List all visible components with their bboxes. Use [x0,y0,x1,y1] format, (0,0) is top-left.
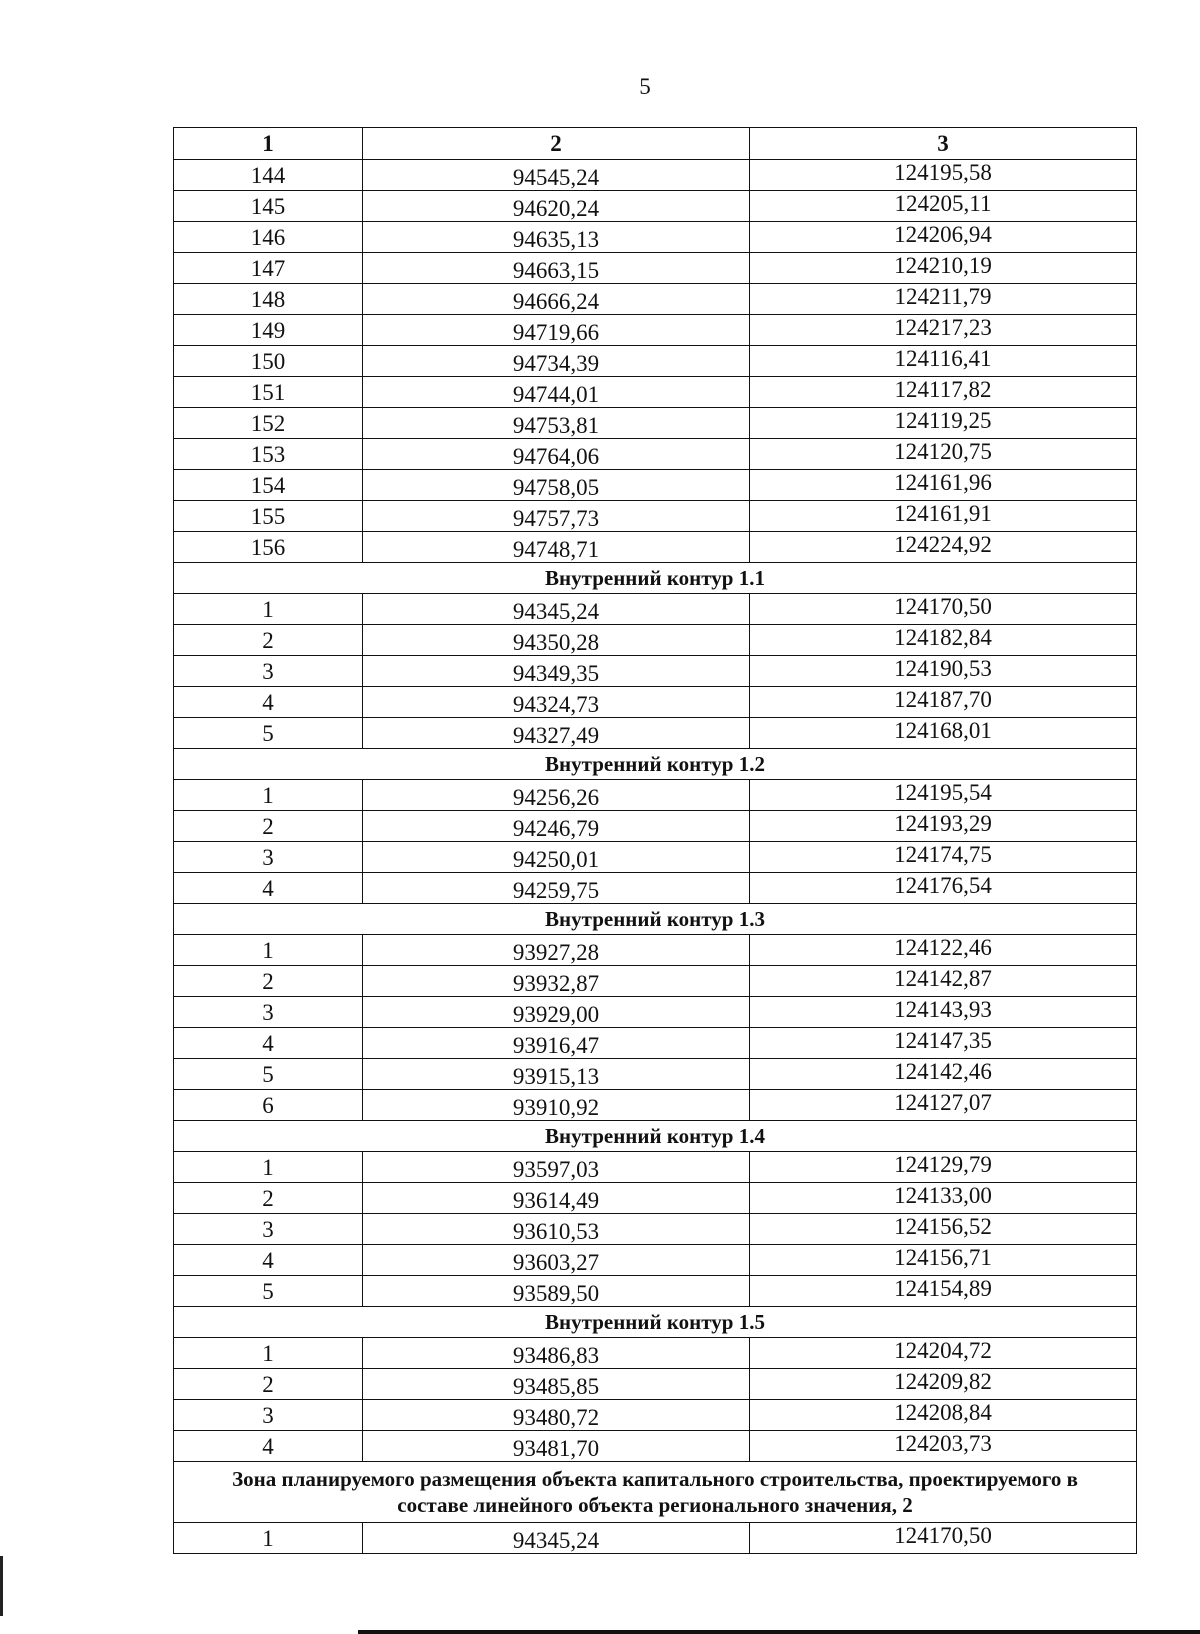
y-coordinate-cell [750,439,1137,470]
x-coordinate-value: 93485,85 [512,1374,600,1399]
y-coordinate-value: 124142,87 [894,966,992,991]
point-number-value: 144 [250,163,286,188]
x-coordinate-value: 93916,47 [512,1033,600,1058]
point-number-cell [174,315,363,346]
y-coordinate-cell [750,873,1137,904]
y-coordinate-cell [750,377,1137,408]
y-coordinate-value: 124174,75 [894,842,992,867]
y-coordinate-cell [750,501,1137,532]
point-number-value: 146 [250,225,286,250]
table-row [174,811,1137,842]
y-coordinate-value: 124120,75 [894,439,992,464]
page-bottom-rule [358,1630,1200,1634]
y-coordinate-value: 124193,29 [894,811,992,836]
y-coordinate-value: 124211,79 [894,284,992,309]
point-number-cell [174,1245,363,1276]
x-coordinate-value: 93910,92 [512,1095,600,1120]
point-number-cell [174,253,363,284]
point-number-cell [174,1059,363,1090]
y-coordinate-cell [750,1276,1137,1307]
point-number-cell [174,873,363,904]
section-heading: Внутренний контур 1.2 [174,749,1137,780]
point-number-cell [174,1431,363,1462]
y-coordinate-value: 124116,41 [894,346,992,371]
point-number-cell [174,966,363,997]
table-body [174,128,1137,1554]
table-row [174,470,1137,501]
x-coordinate-cell [363,284,750,315]
x-coordinate-cell [363,935,750,966]
table-row [174,842,1137,873]
table-row [174,625,1137,656]
x-coordinate-value: 94744,01 [512,382,600,407]
point-number-value: 1 [262,597,274,622]
x-coordinate-cell [363,842,750,873]
x-coordinate-cell [363,1028,750,1059]
table-row [174,1090,1137,1121]
point-number-value: 3 [262,1403,274,1428]
y-coordinate-cell [750,532,1137,563]
point-number-cell [174,1400,363,1431]
x-coordinate-cell [363,1152,750,1183]
point-number-value: 2 [262,628,274,653]
point-number-value: 6 [262,1093,274,1118]
y-coordinate-value: 124122,46 [894,935,992,960]
point-number-cell [174,1028,363,1059]
y-coordinate-value: 124190,53 [894,656,992,681]
point-number-value: 151 [250,380,286,405]
y-coordinate-cell [750,1431,1137,1462]
section-heading-row [174,563,1137,594]
point-number-cell [174,284,363,315]
x-coordinate-cell [363,532,750,563]
y-coordinate-cell [750,470,1137,501]
y-coordinate-cell [750,1400,1137,1431]
y-coordinate-cell [750,997,1137,1028]
point-number-value: 153 [250,442,286,467]
point-number-cell [174,1183,363,1214]
x-coordinate-value: 94748,71 [512,537,600,562]
y-coordinate-value: 124119,25 [894,408,992,433]
x-coordinate-value: 94246,79 [512,816,600,841]
x-coordinate-value: 94666,24 [512,289,600,314]
point-number-cell [174,997,363,1028]
table-row [174,780,1137,811]
point-number-value: 2 [262,1372,274,1397]
x-coordinate-cell [363,1400,750,1431]
point-number-value: 4 [262,1031,274,1056]
x-coordinate-cell [363,1369,750,1400]
y-coordinate-cell [750,346,1137,377]
y-coordinate-value: 124161,96 [894,470,992,495]
x-coordinate-value: 93614,49 [512,1188,600,1213]
x-coordinate-value: 93486,83 [512,1343,600,1368]
point-number-value: 3 [262,1217,274,1242]
x-coordinate-cell [363,160,750,191]
x-coordinate-cell [363,1431,750,1462]
x-coordinate-cell [363,470,750,501]
x-coordinate-cell [363,687,750,718]
point-number-value: 3 [262,845,274,870]
point-number-value: 149 [250,318,286,343]
section-heading-row [174,749,1137,780]
table-row [174,718,1137,749]
x-coordinate-value: 93927,28 [512,940,600,965]
section-heading: Внутренний контур 1.1 [174,563,1137,594]
point-number-cell [174,1369,363,1400]
point-number-value: 145 [250,194,286,219]
x-coordinate-cell [363,377,750,408]
point-number-cell [174,1276,363,1307]
table-row [174,1059,1137,1090]
x-coordinate-value: 94764,06 [512,444,600,469]
y-coordinate-cell [750,1183,1137,1214]
table-row [174,594,1137,625]
x-coordinate-cell [363,966,750,997]
point-number-cell [174,594,363,625]
point-number-cell [174,470,363,501]
x-coordinate-cell [363,656,750,687]
y-coordinate-value: 124209,82 [894,1369,992,1394]
table-row [174,966,1137,997]
y-coordinate-value: 124129,79 [894,1152,992,1177]
point-number-cell [174,625,363,656]
x-coordinate-cell [363,222,750,253]
x-coordinate-cell [363,191,750,222]
table-row [174,346,1137,377]
x-coordinate-value: 94757,73 [512,506,600,531]
y-coordinate-cell [750,718,1137,749]
x-coordinate-cell [363,811,750,842]
y-coordinate-cell [750,1028,1137,1059]
point-number-value: 2 [262,969,274,994]
section-heading-row [174,1307,1137,1338]
y-coordinate-value: 124195,58 [894,160,992,185]
table-row [174,1183,1137,1214]
point-number-value: 1 [262,783,274,808]
point-number-cell [174,687,363,718]
y-coordinate-value: 124204,72 [894,1338,992,1363]
point-number-value: 4 [262,1434,274,1459]
y-coordinate-value: 124154,89 [894,1276,992,1301]
x-coordinate-cell [363,1245,750,1276]
point-number-cell [174,1214,363,1245]
point-number-value: 154 [250,473,286,498]
x-coordinate-value: 93597,03 [512,1157,600,1182]
x-coordinate-value: 94350,28 [512,630,600,655]
x-coordinate-value: 94753,81 [512,413,600,438]
x-coordinate-cell [363,1090,750,1121]
x-coordinate-value: 94250,01 [512,847,600,872]
y-coordinate-value: 124170,50 [894,594,992,619]
y-coordinate-cell [750,160,1137,191]
point-number-cell [174,1090,363,1121]
point-number-cell [174,160,363,191]
point-number-value: 148 [250,287,286,312]
point-number-value: 2 [262,814,274,839]
point-number-value: 147 [250,256,286,281]
x-coordinate-value: 94663,15 [512,258,600,283]
x-coordinate-value: 94545,24 [512,165,600,190]
y-coordinate-cell [750,253,1137,284]
x-coordinate-value: 93932,87 [512,971,600,996]
y-coordinate-cell [750,222,1137,253]
section-heading-row [174,1121,1137,1152]
point-number-cell [174,408,363,439]
x-coordinate-value: 94324,73 [512,692,600,717]
point-number-cell [174,656,363,687]
x-coordinate-cell [363,315,750,346]
y-coordinate-value: 124156,71 [894,1245,992,1270]
point-number-value: 152 [250,411,286,436]
table-row [174,1400,1137,1431]
point-number-value: 3 [262,1000,274,1025]
table-row [174,1276,1137,1307]
y-coordinate-value: 124206,94 [894,222,992,247]
y-coordinate-cell [750,1338,1137,1369]
table-row [174,1028,1137,1059]
table-row [174,160,1137,191]
table-header-row [174,128,1137,160]
point-number-value: 5 [262,1279,274,1304]
x-coordinate-cell [363,625,750,656]
y-coordinate-cell [750,1152,1137,1183]
y-coordinate-value: 124133,00 [894,1183,992,1208]
y-coordinate-cell [750,284,1137,315]
y-coordinate-cell [750,1090,1137,1121]
point-number-cell [174,1152,363,1183]
table-row [174,656,1137,687]
x-coordinate-cell [363,439,750,470]
y-coordinate-value: 124187,70 [894,687,992,712]
x-coordinate-value: 93589,50 [512,1281,600,1306]
header-cell-y: 3 [750,128,1137,160]
point-number-cell [174,935,363,966]
y-coordinate-value: 124156,52 [894,1214,992,1239]
y-coordinate-value: 124205,11 [894,191,992,216]
point-number-cell [174,377,363,408]
y-coordinate-value: 124168,01 [894,718,992,743]
point-number-value: 1 [262,1526,274,1551]
y-coordinate-cell [750,966,1137,997]
coordinates-table [173,127,1137,1554]
x-coordinate-cell [363,1059,750,1090]
table-row [174,222,1137,253]
x-coordinate-value: 94734,39 [512,351,600,376]
x-coordinate-cell [363,1523,750,1554]
zone-heading: Зона планируемого размещения объекта капитального строительства, проектируемого в составе линейного объекта регионального значения, 2 [174,1462,1137,1523]
table-row [174,1338,1137,1369]
x-coordinate-value: 94349,35 [512,661,600,686]
section-heading: Внутренний контур 1.4 [174,1121,1137,1152]
x-coordinate-cell [363,408,750,439]
header-cell-x: 2 [363,128,750,160]
x-coordinate-cell [363,997,750,1028]
x-coordinate-cell [363,1214,750,1245]
table-row [174,1152,1137,1183]
y-coordinate-cell [750,1059,1137,1090]
x-coordinate-value: 94635,13 [512,227,600,252]
table-row [174,1431,1137,1462]
point-number-cell [174,718,363,749]
x-coordinate-cell [363,594,750,625]
point-number-value: 5 [262,1062,274,1087]
point-number-cell [174,222,363,253]
x-coordinate-value: 94327,49 [512,723,600,748]
table-row [174,687,1137,718]
x-coordinate-value: 94345,24 [512,599,600,624]
y-coordinate-cell [750,594,1137,625]
point-number-value: 2 [262,1186,274,1211]
y-coordinate-value: 124117,82 [894,377,992,402]
x-coordinate-cell [363,1338,750,1369]
y-coordinate-cell [750,842,1137,873]
y-coordinate-value: 124127,07 [894,1090,992,1115]
point-number-value: 150 [250,349,286,374]
x-coordinate-value: 93915,13 [512,1064,600,1089]
y-coordinate-cell [750,656,1137,687]
y-coordinate-value: 124161,91 [894,501,992,526]
y-coordinate-cell [750,811,1137,842]
table-row [174,532,1137,563]
table-row [174,1214,1137,1245]
x-coordinate-value: 93481,70 [512,1436,600,1461]
y-coordinate-cell [750,1369,1137,1400]
point-number-cell [174,842,363,873]
point-number-value: 4 [262,876,274,901]
point-number-value: 1 [262,1155,274,1180]
scan-edge-mark [0,1556,3,1616]
point-number-cell [174,1338,363,1369]
y-coordinate-cell [750,935,1137,966]
x-coordinate-cell [363,1183,750,1214]
y-coordinate-value: 124142,46 [894,1059,992,1084]
x-coordinate-cell [363,1276,750,1307]
y-coordinate-value: 124217,23 [894,315,992,340]
point-number-value: 156 [250,535,286,560]
table-row [174,873,1137,904]
x-coordinate-value: 94256,26 [512,785,600,810]
point-number-value: 155 [250,504,286,529]
x-coordinate-value: 94620,24 [512,196,600,221]
x-coordinate-cell [363,873,750,904]
table-row [174,997,1137,1028]
y-coordinate-cell [750,780,1137,811]
point-number-value: 3 [262,659,274,684]
point-number-value: 4 [262,1248,274,1273]
point-number-value: 4 [262,690,274,715]
x-coordinate-value: 93929,00 [512,1002,600,1027]
point-number-cell [174,346,363,377]
point-number-cell [174,1523,363,1554]
point-number-value: 1 [262,938,274,963]
x-coordinate-value: 93603,27 [512,1250,600,1275]
y-coordinate-value: 124147,35 [894,1028,992,1053]
x-coordinate-value: 94719,66 [512,320,600,345]
table-row [174,1523,1137,1554]
y-coordinate-cell [750,1245,1137,1276]
table-row [174,253,1137,284]
header-cell-point-number: 1 [174,128,363,160]
page-number: 5 [639,74,651,99]
section-heading: Внутренний контур 1.5 [174,1307,1137,1338]
table-row [174,408,1137,439]
table-row [174,315,1137,346]
section-heading-row [174,904,1137,935]
table-row [174,1245,1137,1276]
x-coordinate-cell [363,718,750,749]
x-coordinate-cell [363,253,750,284]
y-coordinate-cell [750,1214,1137,1245]
point-number-cell [174,532,363,563]
zone-heading-row [174,1462,1137,1523]
table-row [174,439,1137,470]
y-coordinate-value: 124208,84 [894,1400,992,1425]
y-coordinate-value: 124203,73 [894,1431,992,1456]
point-number-cell [174,780,363,811]
table-row [174,191,1137,222]
y-coordinate-value: 124170,50 [894,1523,992,1548]
table-row [174,377,1137,408]
x-coordinate-value: 93480,72 [512,1405,600,1430]
x-coordinate-cell [363,780,750,811]
y-coordinate-cell [750,1523,1137,1554]
point-number-value: 5 [262,721,274,746]
table-row [174,1369,1137,1400]
x-coordinate-value: 94345,24 [512,1528,600,1553]
y-coordinate-cell [750,687,1137,718]
y-coordinate-cell [750,191,1137,222]
y-coordinate-value: 124182,84 [894,625,992,650]
y-coordinate-cell [750,315,1137,346]
section-heading: Внутренний контур 1.3 [174,904,1137,935]
point-number-cell [174,191,363,222]
table-row [174,501,1137,532]
x-coordinate-value: 94758,05 [512,475,600,500]
x-coordinate-cell [363,501,750,532]
table-row [174,935,1137,966]
point-number-cell [174,439,363,470]
point-number-cell [174,811,363,842]
x-coordinate-cell [363,346,750,377]
table-row [174,284,1137,315]
x-coordinate-value: 93610,53 [512,1219,600,1244]
point-number-cell [174,501,363,532]
point-number-value: 1 [262,1341,274,1366]
y-coordinate-value: 124224,92 [894,532,992,557]
y-coordinate-value: 124210,19 [894,253,992,278]
x-coordinate-value: 94259,75 [512,878,600,903]
y-coordinate-cell [750,408,1137,439]
y-coordinate-value: 124143,93 [894,997,992,1022]
y-coordinate-value: 124195,54 [894,780,992,805]
y-coordinate-value: 124176,54 [894,873,992,898]
y-coordinate-cell [750,625,1137,656]
